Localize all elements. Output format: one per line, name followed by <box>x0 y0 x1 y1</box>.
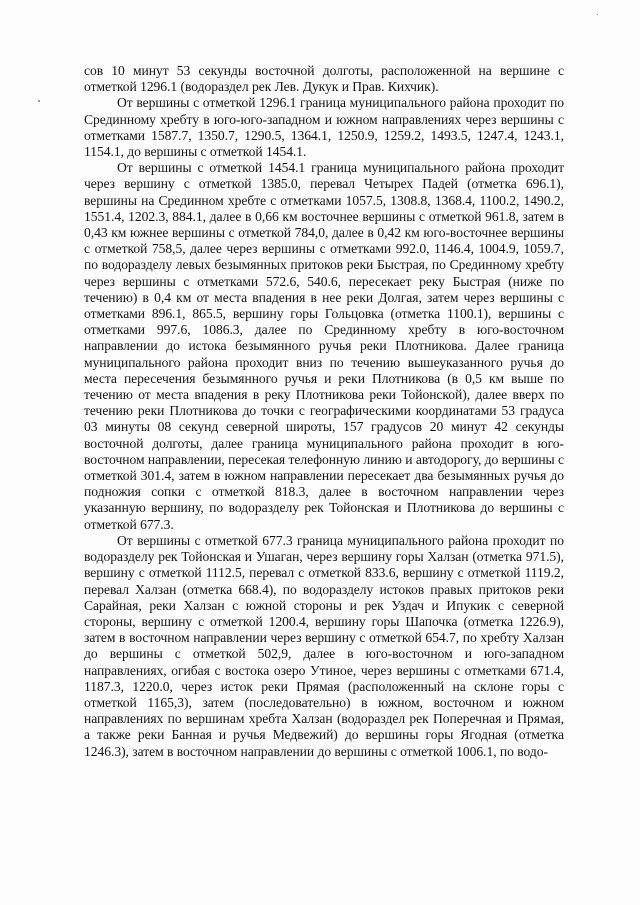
paragraph-boundary-1454: От вершины с отметкой 1454.1 граница муниципального района проходит через вершину с отметкой 1385.0, перевал Четырех Падей (отметка 696.1), вершины на Срединном хребте с отметками 1057.5, 1308.8, 1368.4, 1100.2, 1490.2, 1551.4, 1202.3, 884.1, далее в 0,66 км восточнее вершины с отметкой 961.8, затем в 0,43 км южнее вершины с отметкой 784,0, далее в 0,42 км юго-восточнее вершины с отметкой 758,5, далее через вершины с отметками 992.0, 1146.4, 1004.9, 1059.7, по водоразделу левых безымянных притоков реки Быстрая, по Срединному хребту через вершины с отметками 572.6, 540.6, пересекает реку Быстрая (ниже по течению) в 0,4 км от места впадения в нее реки Долгая, затем через вершины с отметками 896.1, 865.5, вершину горы Гольцовка (отметка 1100.1), вершины с отметками 997.6, 1086.3, далее по Срединному хребту в юго-восточном направлении до истока безымянного ручья реки Плотникова. Далее граница муниципального района проходит вниз по течению вышеуказанного ручья до места пересечения безымянного ручья и реки Плотникова (в 0,5 км выше по течению от места впадения в реку Плотникова реки Тойонской), далее вверх по течению реки Плотникова до точки с географическими координатами 53 градуса 03 минуты 08 секунд северной широты, 157 градусов 20 минут 42 секунды восточной долготы, далее граница муниципального района проходит в юго-восточном направлении, пересекая телефонную линию и автодорогу, до вершины с отметкой 301.4, затем в южном направлении пересекает два безымянных ручья до подножия сопки с отметкой 818.3, далее в восточном направлении через указанную вершину, по водоразделу рек Тойонская и Плотникова до вершины с отметкой 677.3. <box>84 160 564 532</box>
scan-speck <box>597 14 598 15</box>
scan-speck <box>38 100 40 102</box>
paragraph-boundary-1296: От вершины с отметкой 1296.1 граница муниципального района проходит по Срединному хребту в юго-юго-западном и южном направлениях через вершины с отметками 1587.7, 1350.7, 1290.5, 1364.1, 1250.9, 1259.2, 1493.5, 1247.4, 1243.1, 1154.1, до вершины с отметкой 1454.1. <box>84 95 564 160</box>
paragraph-continuation: сов 10 минут 53 секунды восточной долготы, расположенной на вершине с отметкой 1296.1 (водораздел рек Лев. Дукук и Прав. Кихчик). <box>84 63 564 95</box>
paragraph-boundary-677: От вершины с отметкой 677.3 граница муниципального района проходит по водоразделу рек Тойонская и Ушаган, через вершину горы Халзан (отметка 971.5), вершину с отметкой 1112.5, перевал с отметкой 833.6, вершину с отметкой 1119.2, перевал Халзан (отметка 668.4), по водоразделу истоков правых притоков реки Сарайная, реки Халзан с южной стороны и рек Уздач и Ипукик с северной стороны, вершину с отметкой 1200.4, вершину горы Шапочка (отметка 1226.9), затем в восточном направлении через вершину с отметкой 654.7, по хребту Халзан до вершины с отметкой 502,9, далее в юго-восточном и юго-западном направлениях, огибая с востока озеро Утиное, через вершины с отметками 671.4, 1187.3, 1220.0, через исток реки Прямая (расположенный на склоне горы с отметкой 1165,3), затем (последовательно) в южном, восточном и южном направлениях по вершинам хребта Халзан (водораздел рек Поперечная и Прямая, а также реки Банная и ручья Медвежий) до вершины горы Ягодная (отметка 1246.3), затем в восточном направлении до вершины с отметкой 1006.1, по водо- <box>84 532 564 759</box>
document-body <box>84 63 564 760</box>
